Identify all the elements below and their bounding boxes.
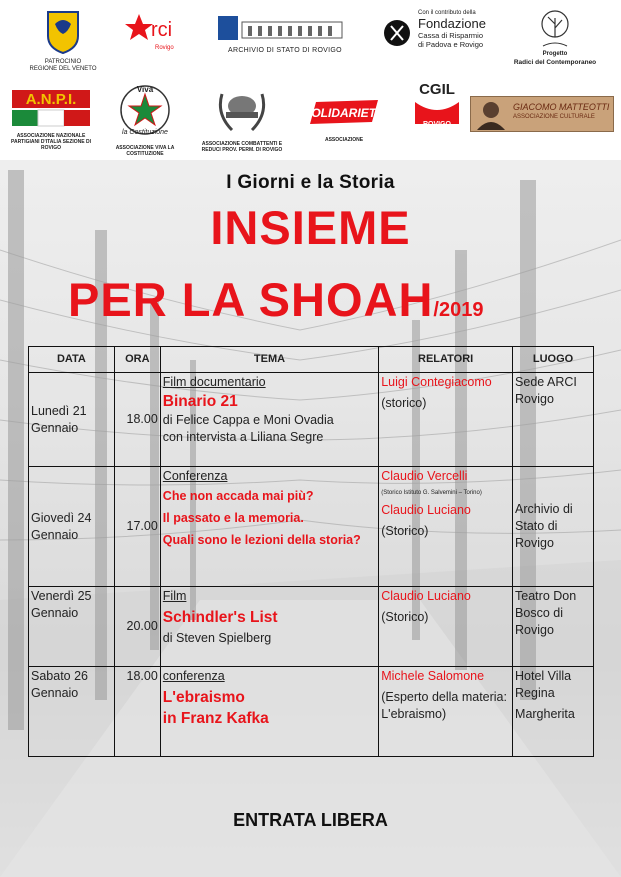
costituzione-text: la Costituzione: [122, 129, 168, 136]
row1-desc1: di Felice Cappa e Moni Ovadia: [162, 413, 334, 427]
row1-title: Binario 21: [162, 393, 238, 410]
cgil-sub: ROVIGO: [422, 121, 451, 128]
row4-type: conferenza: [162, 669, 225, 683]
costituzione-top: Viva: [136, 85, 154, 94]
matteotti-sub: ASSOCIAZIONE CULTURALE: [513, 114, 595, 120]
title-year: /2019: [433, 299, 484, 321]
combattenti-caption: ASSOCIAZIONE COMBATTENTI E REDUCI PROV. PERM. DI ROVIGO: [201, 141, 283, 153]
header-luogo: LUOGO: [513, 347, 594, 373]
logo-cgil: [410, 82, 464, 128]
row1-relatori: [379, 373, 513, 467]
tree-icon: [535, 8, 575, 52]
costituzione-seal-icon: [115, 82, 175, 140]
logo-anpi: [10, 88, 92, 151]
archivio-building-icon: [218, 12, 348, 42]
row4-relatori: [379, 667, 513, 757]
row4-speaker: Michele Salomone: [381, 669, 485, 683]
row4-date: Sabato 26 Gennaio: [29, 667, 115, 757]
logo-combattenti-reduci: [196, 84, 288, 153]
row3-luogo: Teatro Don Bosco di Rovigo: [513, 587, 594, 667]
title-line2: [68, 272, 483, 327]
row2-time: 17.00: [114, 467, 160, 587]
fondazione-emblem-icon: [382, 18, 412, 48]
header-ora: ORA: [114, 347, 160, 373]
row2-speaker1: Claudio Vercelli: [381, 469, 468, 483]
row1-type: Film documentario: [162, 375, 266, 389]
row4-tema: [160, 667, 378, 757]
costituzione-caption: ASSOCIAZIONE VIVA LA COSTITUZIONE: [115, 145, 175, 157]
row2-date: Giovedì 24 Gennaio: [29, 467, 115, 587]
row4-time: 18.00: [114, 667, 160, 757]
row4-speaker-note: (Esperto della materia: L'ebraismo): [381, 690, 507, 721]
logo-solidarieta: [306, 98, 382, 143]
matteotti-name: GIACOMO MATTEOTTI: [513, 102, 610, 112]
row2-speaker2: Claudio Luciano: [381, 503, 471, 517]
row1-time: 18.00: [114, 373, 160, 467]
title-line2-text: PER LA SHOAH: [68, 273, 434, 326]
logo-viva-costituzione: [110, 82, 180, 157]
table-row: [29, 467, 594, 587]
row2-luogo: Archivio di Stato di Rovigo: [513, 467, 594, 587]
row3-tema: [160, 587, 378, 667]
row2-title3: Quali sono le lezioni della storia?: [162, 533, 361, 547]
table-row: [29, 373, 594, 467]
row3-relatori: [379, 587, 513, 667]
laurel-helmet-icon: [212, 84, 272, 136]
header-relatori: RELATORI: [379, 347, 513, 373]
logo-radici-contemporaneo: [500, 8, 610, 66]
table-header-row: [29, 347, 594, 373]
logo-archivio-stato: [218, 12, 348, 54]
arci-sub: Rovigo: [155, 45, 174, 51]
table-row: [29, 667, 594, 757]
solidarieta-caption: ASSOCIAZIONE: [324, 137, 364, 143]
row1-tema: [160, 373, 378, 467]
event-series-subtitle: I Giorni e la Storia: [226, 172, 395, 193]
arci-star-icon: [125, 12, 195, 46]
row3-time: 20.00: [114, 587, 160, 667]
lion-shield-icon: [46, 10, 80, 54]
row2-speaker2-note: (Storico): [381, 524, 429, 538]
matteotti-portrait-icon: [473, 98, 509, 130]
fondazione-sub1: Cassa di Risparmio: [418, 31, 484, 40]
free-entry-footer: ENTRATA LIBERA: [233, 810, 388, 830]
row3-type: Film: [162, 589, 187, 603]
table-row: [29, 587, 594, 667]
row4-title2: in Franz Kafka: [162, 710, 269, 727]
row1-speaker-note: (storico): [381, 396, 427, 410]
program-table: [28, 346, 594, 757]
header-data: DATA: [29, 347, 115, 373]
row1-speaker: Luigi Contegiacomo: [381, 375, 492, 389]
row2-title2: Il passato e la memoria.: [162, 511, 304, 525]
row2-relatori: [379, 467, 513, 587]
header-tema: TEMA: [160, 347, 378, 373]
radici-label: Radici del Contemporaneo: [513, 59, 597, 66]
progetto-label: Progetto: [542, 51, 568, 57]
row4-place2: Margherita: [515, 707, 575, 721]
logo-arci: [125, 12, 195, 51]
solidarieta-banner-icon: [306, 98, 382, 126]
anpi-flag-icon: [10, 88, 92, 128]
row4-luogo: [513, 667, 594, 757]
row4-place1: Hotel Villa Regina: [515, 669, 572, 700]
arci-text: rci: [151, 19, 173, 41]
veneto-caption: PATROCINIO REGIONE DEL VENETO: [29, 59, 97, 72]
row3-date: Venerdì 25 Gennaio: [29, 587, 115, 667]
fondazione-name: Fondazione: [418, 16, 486, 31]
title-line1: INSIEME: [210, 201, 411, 254]
fondazione-sub2: di Padova e Rovigo: [418, 40, 484, 49]
fondazione-pre: Con il contributo della: [418, 10, 476, 16]
logo-fondazione: [382, 10, 497, 49]
row3-desc: di Steven Spielberg: [162, 631, 272, 645]
row1-desc2: con intervista a Liliana Segre: [162, 430, 324, 444]
cgil-text: CGIL: [419, 81, 455, 98]
row4-title1: L'ebraismo: [162, 689, 245, 706]
row2-tema: [160, 467, 378, 587]
solidarieta-text: SOLIDARIETÀ: [306, 106, 382, 120]
row2-type: Conferenza: [162, 469, 228, 483]
row3-speaker-note: (Storico): [381, 610, 429, 624]
row3-title: Schindler's List: [162, 609, 278, 626]
anpi-caption: ASSOCIAZIONE NAZIONALE PARTIGIANI D'ITALIA SEZIONE DI ROVIGO: [11, 133, 91, 151]
archivio-caption: ARCHIVIO DI STATO DI ROVIGO: [228, 47, 342, 54]
logo-regione-veneto: [28, 10, 98, 73]
row1-date: Lunedì 21 Gennaio: [29, 373, 115, 467]
anpi-text: A.N.P.I.: [25, 91, 77, 108]
row3-speaker: Claudio Luciano: [381, 589, 471, 603]
logo-matteotti: [470, 96, 614, 132]
row1-luogo: Sede ARCI Rovigo: [513, 373, 594, 467]
row2-title1: Che non accada mai più?: [162, 489, 314, 503]
row2-speaker1-note: (Storico Istituto G. Salvemini – Torino): [381, 490, 482, 496]
